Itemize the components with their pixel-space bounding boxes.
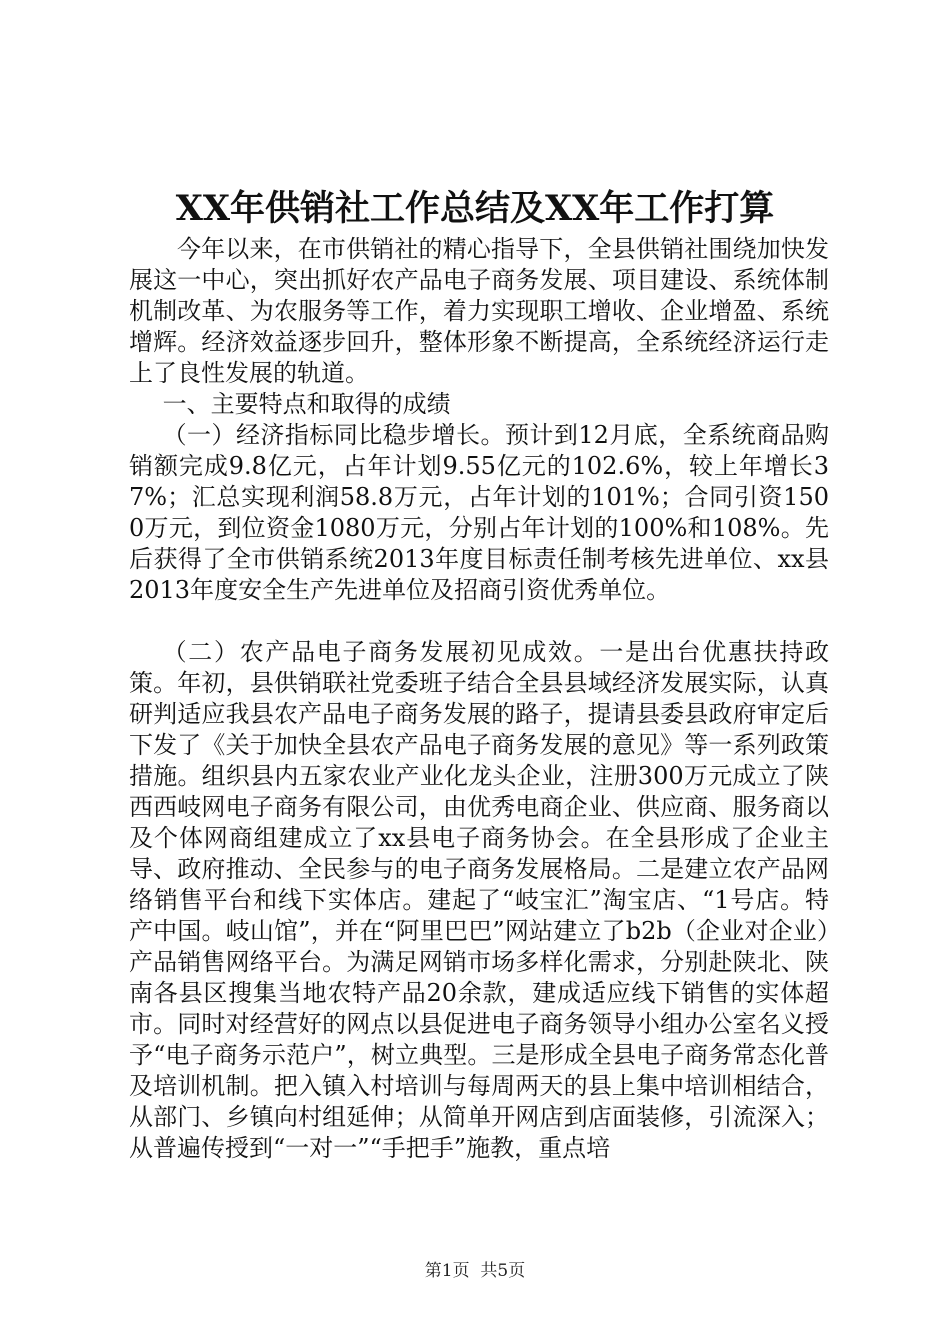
page-footer: 第1页 共5页 bbox=[424, 1261, 526, 1281]
section-heading: 一、主要特点和取得的成绩 bbox=[162, 390, 451, 418]
intro-paragraph: 今年以来，在市供销社的精心指导下，全县供销社围绕加快发展这一中心，突出抓好农产品电子商务发展、项目建设、系统体制机制改革、为农服务等工作，着力实现职工增收、企业增盈、系统增辉。经济效益逐步回升，整体形象不断提高，全系统经济运行走上了良性发展的轨道。 bbox=[129, 235, 829, 387]
economic-indicators-paragraph: （一）经济指标同比稳步增长。预计到12月底，全系统商品购销额完成9.8亿元，占年计划9.55亿元的102.6%，较上年增长37%；汇总实现利润58.8万元，占年计划的101%；合同引资1500万元，到位资金1080万元，分别占年计划的100%和108%。先后获得了全市供销系统2013年度目标责任制考核先进单位、xx县2013年度安全生产先进单位及招商引资优秀单位。 bbox=[129, 421, 829, 604]
document-title: XX年供销社工作总结及XX年工作打算 bbox=[175, 188, 775, 229]
ecommerce-paragraph: （二）农产品电子商务发展初见成效。一是出台优惠扶持政策。年初，县供销联社党委班子结合全县县域经济发展实际，认真研判适应我县农产品电子商务发展的路子，提请县委县政府审定后下发了《关于加快全县农产品电子商务发展的意见》等一系列政策措施。组织县内五家农业产业化龙头企业，注册300万元成立了陕西西岐网电子商务有限公司，由优秀电商企业、供应商、服务商以及个体网商组建成立了xx县电子商务协会。在全县形成了企业主导、政府推动、全民参与的电子商务发展格局。二是建立农产品网络销售平台和线下实体店。建起了“岐宝汇”淘宝店、“1号店。特产中国。岐山馆”，并在“阿里巴巴”网站建立了b2b（企业对企业）产品销售网络平台。为满足网销市场多样化需求，分别赴陕北、陕南各县区搜集当地农特产品20余款，建成适应线下销售的实体超市。同时对经营好的网点以县促进电子商务领导小组办公室名义授予“电子商务示范户”，树立典型。三是形成全县电子商务常态化普及培训机制。把入镇入村培训与每周两天的县上集中培训相结合，从部门、乡镇向村组延伸；从简单开网店到店面装修，引流深入；从普遍传授到“一对一”“手把手”施教，重点培 bbox=[129, 638, 829, 1162]
document-body bbox=[129, 234, 829, 1164]
